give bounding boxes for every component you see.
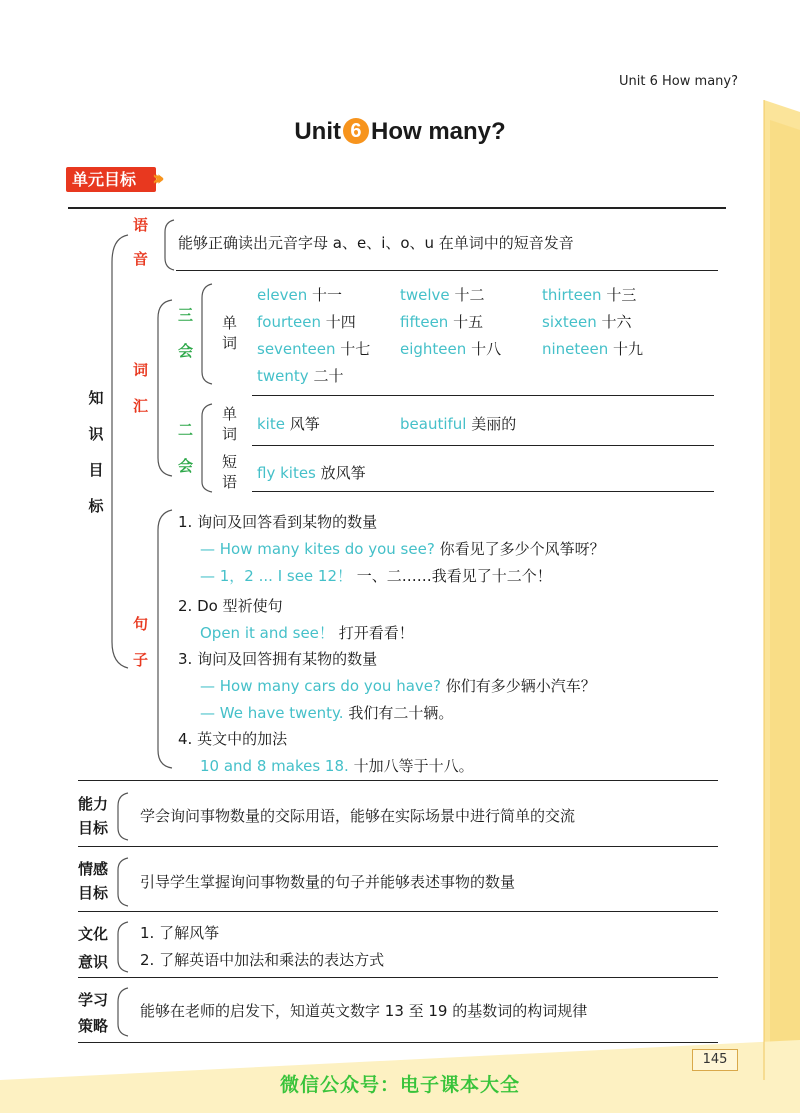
- strategy-label: [78, 987, 108, 1039]
- word-zh: 风筝: [289, 415, 320, 433]
- word-en: fifteen: [400, 313, 449, 331]
- word-zh: 十二: [454, 286, 485, 304]
- sentence-line: [200, 538, 605, 559]
- vocab-word: [542, 338, 643, 359]
- word-en: eleven: [257, 286, 308, 304]
- sentence-zh: 一、二……我看见了十二个！: [356, 567, 552, 585]
- label-char: 词: [133, 361, 149, 379]
- word-en: seventeen: [257, 340, 336, 358]
- running-head: Unit 6 How many?: [619, 74, 738, 89]
- culture-label: [78, 920, 108, 976]
- vocab-word: [400, 338, 501, 359]
- rule: [176, 270, 718, 271]
- title-prefix: Unit: [294, 118, 341, 145]
- vocab-word: [400, 284, 484, 305]
- sentences-label: [133, 606, 148, 678]
- label-line: 意识: [78, 953, 109, 971]
- label-char: 短: [222, 453, 238, 471]
- phonics-label: [133, 208, 148, 276]
- sanhui-label: [178, 297, 193, 369]
- label-char: 目: [88, 461, 104, 479]
- sentence-zh: 你看见了多少个风筝呀？: [439, 540, 605, 558]
- word-zh: 十五: [453, 313, 484, 331]
- vocab-word: [542, 284, 636, 305]
- vocab-word: [257, 413, 320, 434]
- sentence-line: [200, 755, 474, 776]
- sentence-en: — How many cars do you have?: [200, 677, 441, 695]
- chevron-arrows-icon: ›››: [152, 166, 159, 190]
- word-en: kite: [257, 415, 285, 433]
- word-en: thirteen: [542, 286, 602, 304]
- knowledge-goal-label: [86, 380, 106, 524]
- vocab-label: [133, 352, 148, 424]
- word-en: beautiful: [400, 415, 467, 433]
- sentence-heading: 4. 英文中的加法: [178, 730, 288, 748]
- label-line: 能力: [78, 795, 109, 813]
- word-zh: 十八: [471, 340, 502, 358]
- culture-item: 1. 了解风筝: [140, 924, 220, 942]
- erhui-words-label: [222, 404, 237, 444]
- sentence-en: — 1，2 ... I see 12！: [200, 567, 353, 585]
- label-char: 汇: [133, 397, 149, 415]
- unit-number-badge: 6: [343, 118, 369, 144]
- sentence-line: [200, 622, 414, 643]
- ability-label: [78, 792, 108, 840]
- label-char: 知: [88, 389, 104, 407]
- culture-item: 2. 了解英语中加法和乘法的表达方式: [140, 951, 385, 969]
- vocab-word: [400, 413, 516, 434]
- label-line: 策略: [78, 1017, 109, 1035]
- word-zh: 十四: [325, 313, 356, 331]
- label-char: 标: [88, 497, 104, 515]
- phrase-en: fly kites: [257, 464, 316, 482]
- vocab-word: [257, 284, 342, 305]
- label-char: 识: [88, 425, 104, 443]
- rule: [252, 445, 714, 446]
- emotion-label: [78, 857, 108, 905]
- word-en: eighteen: [400, 340, 467, 358]
- phonics-text: 能够正确读出元音字母 a、e、i、o、u 在单词中的短音发音: [178, 234, 574, 252]
- sentence-zh: 打开看看！: [338, 624, 414, 642]
- word-zh: 十一: [312, 286, 343, 304]
- sanhui-words-label: [222, 313, 237, 353]
- sentence-en: Open it and see！: [200, 624, 334, 642]
- word-zh: 美丽的: [471, 415, 517, 433]
- sentence-line: [200, 565, 552, 586]
- title-suffix: How many?: [370, 118, 506, 145]
- word-zh: 二十: [313, 367, 344, 385]
- label-char: 音: [133, 250, 149, 268]
- label-char: 二: [178, 421, 194, 439]
- label-char: 语: [222, 473, 238, 491]
- label-char: 会: [178, 457, 194, 475]
- erhui-label: [178, 412, 193, 484]
- vocab-word: [257, 311, 356, 332]
- rule: [78, 911, 718, 912]
- label-char: 词: [222, 425, 238, 443]
- page-number: 145: [692, 1049, 738, 1071]
- ability-text: 学会询问事物数量的交际用语，能够在实际场景中进行简单的交流: [140, 807, 576, 825]
- word-en: twelve: [400, 286, 450, 304]
- label-char: 词: [222, 334, 238, 352]
- label-char: 单: [222, 314, 238, 332]
- sentence-heading: 1. 询问及回答看到某物的数量: [178, 513, 378, 531]
- sentence-en: — How many kites do you see?: [200, 540, 435, 558]
- rule: [78, 977, 718, 978]
- vocab-word: [400, 311, 483, 332]
- sentence-heading: 3. 询问及回答拥有某物的数量: [178, 650, 378, 668]
- label-char: 三: [178, 306, 194, 324]
- word-zh: 十六: [601, 313, 632, 331]
- word-en: fourteen: [257, 313, 321, 331]
- sentence-zh: 我们有二十辆。: [348, 704, 454, 722]
- label-line: 情感: [78, 860, 109, 878]
- sentence-en: 10 and 8 makes 18.: [200, 757, 349, 775]
- word-en: sixteen: [542, 313, 597, 331]
- label-char: 会: [178, 342, 194, 360]
- vocab-word: [257, 338, 370, 359]
- word-zh: 十九: [613, 340, 644, 358]
- sentence-heading: 2. Do 型祈使句: [178, 597, 283, 615]
- word-zh: 十七: [340, 340, 371, 358]
- watermark-text: 微信公众号：电子课本大全: [279, 1074, 520, 1096]
- word-zh: 十三: [606, 286, 637, 304]
- sentence-en: — We have twenty.: [200, 704, 344, 722]
- word-en: twenty: [257, 367, 309, 385]
- emotion-text: 引导学生掌握询问事物数量的句子并能够表述事物的数量: [140, 873, 516, 891]
- label-char: 语: [133, 216, 149, 234]
- strategy-text: 能够在老师的启发下，知道英文数字 13 至 19 的基数词的构词规律: [140, 1002, 588, 1020]
- rule: [252, 491, 714, 492]
- label-line: 文化: [78, 925, 109, 943]
- table-bottom-rule: [78, 1042, 718, 1043]
- sentence-line: [200, 675, 596, 696]
- rule: [78, 780, 718, 781]
- section-tag: 单元目标: [66, 167, 156, 192]
- sentence-zh: 十加八等于十八。: [353, 757, 474, 775]
- rule: [252, 395, 714, 396]
- erhui-phrases-label: [222, 452, 237, 492]
- label-line: 目标: [78, 884, 109, 902]
- sentence-line: [200, 702, 453, 723]
- phrase-zh: 放风筝: [320, 464, 366, 482]
- sentence-zh: 你们有多少辆小汽车？: [445, 677, 596, 695]
- vocab-word: [542, 311, 632, 332]
- label-line: 目标: [78, 819, 109, 837]
- label-line: 学习: [78, 991, 109, 1009]
- rule: [78, 846, 718, 847]
- vocab-phrase: [257, 462, 366, 483]
- label-char: 子: [133, 651, 149, 669]
- phonics-bracket: [162, 218, 176, 272]
- vocab-word: [257, 365, 343, 386]
- word-en: nineteen: [542, 340, 609, 358]
- label-char: 句: [133, 615, 149, 633]
- label-char: 单: [222, 405, 238, 423]
